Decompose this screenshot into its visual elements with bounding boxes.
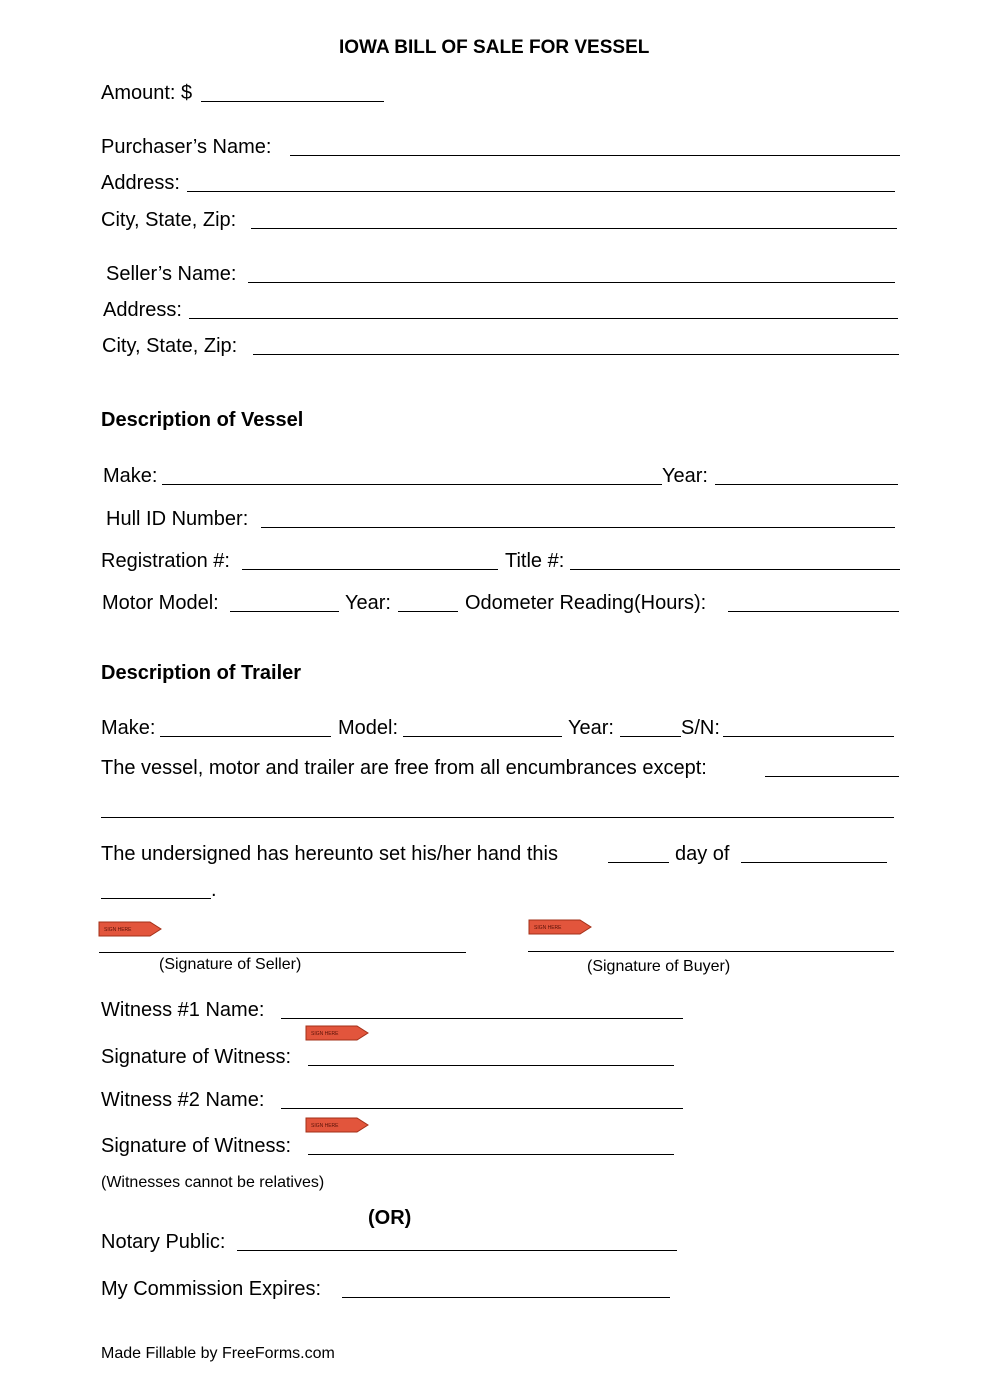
vessel-make-field[interactable] [162,484,662,485]
seller-address-label: Address: [103,299,182,321]
purchaser-address-label: Address: [101,172,180,194]
day-field[interactable] [608,862,669,863]
buyer-signature-caption: (Signature of Buyer) [587,958,731,975]
buyer-signature-field[interactable] [528,951,894,952]
vessel-heading: Description of Vessel [101,409,304,431]
commission-expires-label: My Commission Expires: [101,1278,322,1300]
document-title: IOWA BILL OF SALE FOR VESSEL [339,37,650,58]
purchaser-name-label: Purchaser’s Name: [101,136,272,158]
vessel-year-label: Year: [662,465,708,487]
seller-signature-caption: (Signature of Seller) [159,956,302,973]
sign-here-tag-buyer[interactable] [528,919,592,935]
sign-here-tag-seller[interactable] [98,921,162,937]
trailer-sn-field[interactable] [723,736,894,737]
motor-model-label: Motor Model: [102,592,219,614]
purchaser-name-field[interactable] [290,155,900,156]
seller-name-label: Seller’s Name: [106,263,237,285]
undersigned-text: The undersigned has hereunto set his/her hand this [101,843,558,865]
svg-text:SIGN HERE: SIGN HERE [104,927,132,933]
vessel-make-label: Make: [103,465,158,487]
day-of-text: day of [675,843,730,865]
sign-here-tag-witness1[interactable] [305,1025,369,1041]
trailer-year-label: Year: [568,717,614,739]
seller-address-field[interactable] [189,318,898,319]
witness2-name-field[interactable] [281,1108,683,1109]
witness2-name-label: Witness #2 Name: [101,1089,265,1111]
title-number-label: Title #: [505,550,565,572]
amount-label: Amount: $ [101,82,193,104]
seller-name-field[interactable] [248,282,895,283]
title-number-field[interactable] [570,569,900,570]
odometer-field[interactable] [728,611,899,612]
witness2-signature-field[interactable] [308,1154,674,1155]
witness2-signature-label: Signature of Witness: [101,1135,292,1157]
svg-text:SIGN HERE: SIGN HERE [311,1123,339,1129]
trailer-heading: Description of Trailer [101,662,302,684]
hull-id-field[interactable] [261,527,895,528]
seller-city-field[interactable] [253,354,899,355]
witness1-name-field[interactable] [281,1018,683,1019]
witness1-signature-label: Signature of Witness: [101,1046,292,1068]
encumbrances-text: The vessel, motor and trailer are free from all encumbrances except: [101,757,707,779]
year-field[interactable] [101,898,211,899]
witness1-name-label: Witness #1 Name: [101,999,265,1021]
registration-field[interactable] [242,569,498,570]
hull-id-label: Hull ID Number: [106,508,249,530]
trailer-make-field[interactable] [160,736,331,737]
registration-label: Registration #: [101,550,230,572]
sign-here-tag-witness2[interactable] [305,1117,369,1133]
purchaser-city-label: City, State, Zip: [101,209,237,231]
vessel-year-field[interactable] [715,484,898,485]
svg-text:SIGN HERE: SIGN HERE [534,925,562,931]
notary-public-label: Notary Public: [101,1231,226,1253]
encumbrances-field-line-2[interactable] [101,817,894,818]
footer-credit: Made Fillable by FreeForms.com [101,1345,335,1362]
trailer-model-label: Model: [338,717,399,739]
notary-public-field[interactable] [237,1250,677,1251]
encumbrances-field[interactable] [765,776,899,777]
witnesses-note: (Witnesses cannot be relatives) [101,1174,325,1191]
trailer-model-field[interactable] [403,736,562,737]
trailer-year-field[interactable] [620,736,681,737]
amount-field[interactable] [201,101,384,102]
commission-expires-field[interactable] [342,1297,670,1298]
seller-city-label: City, State, Zip: [102,335,238,357]
purchaser-address-field[interactable] [187,191,895,192]
seller-signature-field[interactable] [99,952,466,953]
witness1-signature-field[interactable] [308,1065,674,1066]
month-field[interactable] [741,862,887,863]
purchaser-city-field[interactable] [251,228,897,229]
or-label: (OR) [368,1207,412,1229]
motor-year-field[interactable] [398,611,458,612]
motor-year-label: Year: [345,592,391,614]
svg-text:SIGN HERE: SIGN HERE [311,1031,339,1037]
odometer-label: Odometer Reading(Hours): [465,592,707,614]
trailer-sn-label: S/N: [681,717,720,739]
undersigned-period: . [211,879,217,901]
trailer-make-label: Make: [101,717,156,739]
motor-model-field[interactable] [230,611,339,612]
